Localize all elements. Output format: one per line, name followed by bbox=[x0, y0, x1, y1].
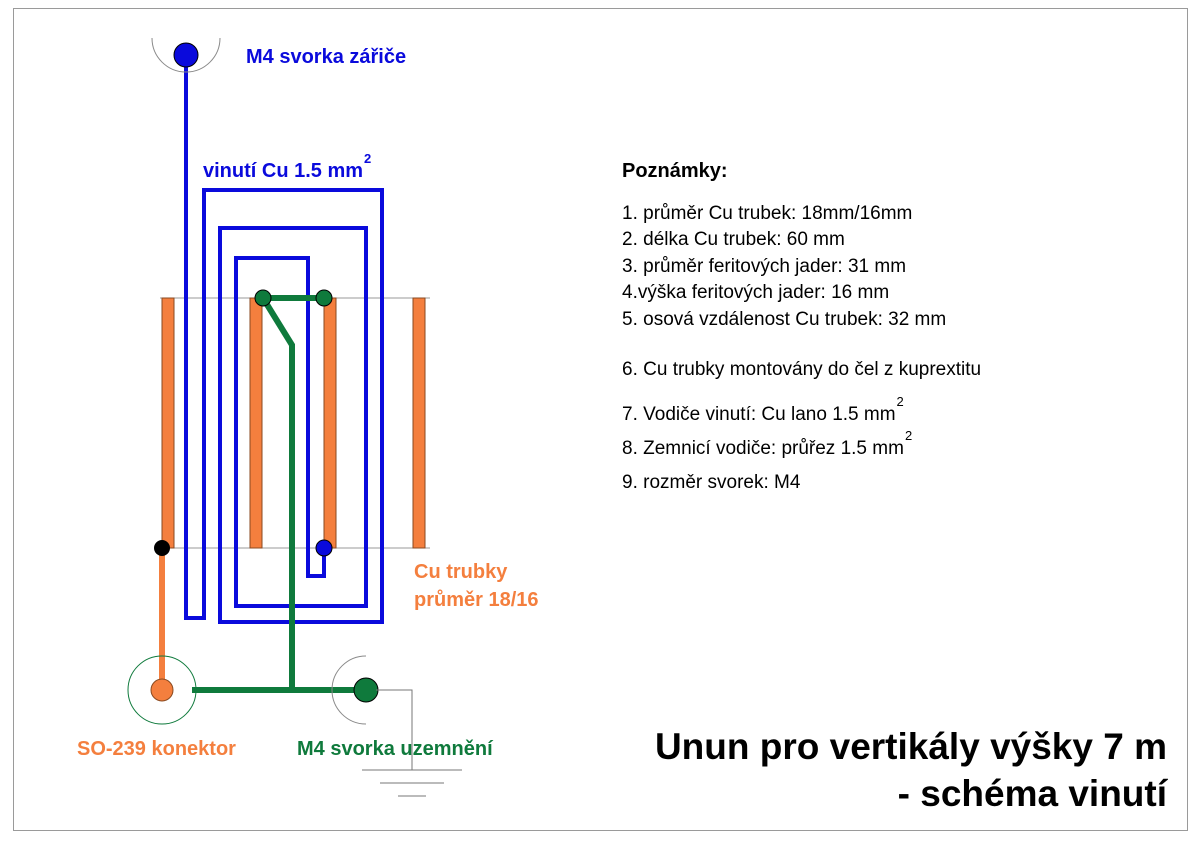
ground-junction-right bbox=[316, 290, 332, 306]
copper-tube-4 bbox=[413, 298, 425, 548]
tubes-label-line2: průměr 18/16 bbox=[414, 589, 539, 611]
ground-terminal-label: M4 svorka uzemnění bbox=[297, 738, 493, 760]
note-item bbox=[622, 229, 845, 251]
ground-terminal bbox=[354, 678, 378, 702]
note-text: 8. Zemnicí vodiče: průřez 1.5 mm bbox=[622, 438, 904, 459]
ground-junction-left bbox=[255, 290, 271, 306]
winding-label-sup: 2 bbox=[364, 151, 372, 166]
note-text: 9. rozměr svorek: M4 bbox=[622, 472, 801, 493]
note-sup: 2 bbox=[896, 394, 904, 409]
note-item bbox=[622, 282, 889, 304]
note-item bbox=[622, 309, 946, 331]
note-item bbox=[622, 359, 981, 381]
winding-junction bbox=[316, 540, 332, 556]
title-line-1: Unun pro vertikály výšky 7 m bbox=[654, 726, 1167, 767]
winding-wire bbox=[186, 55, 382, 622]
winding-label bbox=[203, 151, 372, 182]
diagram-title bbox=[655, 724, 1167, 818]
winding-label-text: vinutí Cu 1.5 mm bbox=[203, 160, 364, 182]
notes-block bbox=[622, 160, 982, 493]
note-item bbox=[622, 256, 906, 278]
tubes-label-line1: Cu trubky bbox=[414, 561, 508, 583]
note-text: 3. průměr feritových jader: 31 mm bbox=[622, 256, 907, 277]
radiator-terminal-label: M4 svorka zářiče bbox=[246, 46, 407, 68]
note-text: 5. osová vzdálenost Cu trubek: 32 mm bbox=[622, 309, 947, 330]
note-sup: 2 bbox=[904, 428, 913, 443]
copper-tube-3 bbox=[324, 298, 336, 548]
radiator-terminal bbox=[174, 43, 198, 67]
note-item bbox=[622, 472, 800, 494]
copper-tube-1 bbox=[162, 298, 174, 548]
note-text: 4.výška feritových jader: 16 mm bbox=[622, 282, 890, 303]
notes-heading: Poznámky: bbox=[622, 160, 728, 182]
note-item bbox=[622, 203, 912, 225]
note-text: 6. Cu trubky montovány do čel z kuprextitu bbox=[622, 359, 982, 380]
note-item bbox=[622, 394, 904, 426]
note-item bbox=[622, 428, 913, 460]
connector-pin bbox=[151, 679, 173, 701]
note-text: 1. průměr Cu trubek: 18mm/16mm bbox=[622, 203, 913, 224]
copper-tube-2 bbox=[250, 298, 262, 548]
note-text: 2. délka Cu trubek: 60 mm bbox=[622, 229, 845, 250]
connector-label: SO-239 konektor bbox=[77, 738, 236, 760]
title-line-2: - schéma vinutí bbox=[897, 772, 1167, 814]
note-text: 7. Vodiče vinutí: Cu lano 1.5 mm bbox=[622, 404, 896, 425]
tube-junction bbox=[154, 540, 170, 556]
